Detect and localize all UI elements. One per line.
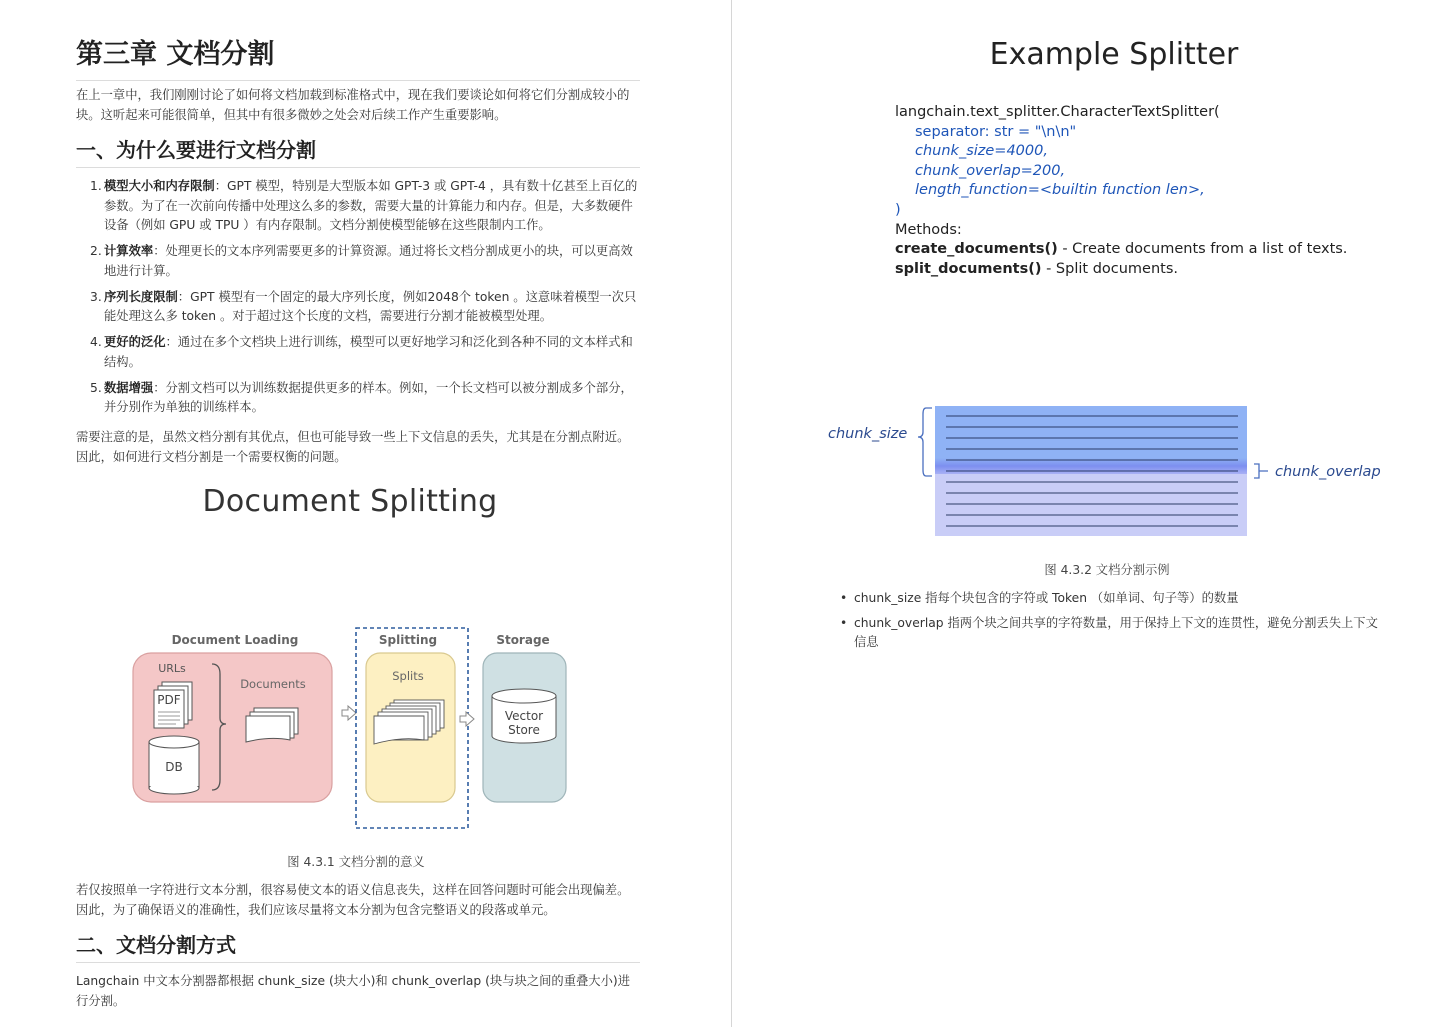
code-block [895, 103, 1415, 279]
list-item: 5. 数据增强：分割文档可以为训练数据提供更多的样本。例如，一个长文档可以被分割成多个部分，并分别作为单独的训练样本。 [90, 380, 633, 414]
arrow-icon [460, 712, 474, 726]
note-paragraph: 需要注意的是，虽然文档分割有其优点，但也可能导致一些上下文信息的丢失，尤其是在分割点附近。因此，如何进行文档分割是一个需要权衡的问题。 [76, 430, 630, 464]
example-splitter-title: Example Splitter [989, 37, 1239, 72]
loading-label: Document Loading [171, 633, 299, 647]
methods-label: Methods: [895, 221, 962, 238]
chunk-bullets [838, 589, 1388, 658]
list-item: 4. 更好的泛化：通过在多个文档块上进行训练，模型可以更好地学习和泛化到各种不同的文本样式和结构。 [90, 335, 633, 369]
db-label: DB [165, 760, 183, 774]
documents-icon [246, 708, 298, 742]
after-figure-paragraph: 若仅按照单一字符进行文本分割，很容易使文本的语义信息丧失，这样在回答问题时可能会出现偏差。因此，为了确保语义的准确性，我们应该尽量将文本分割为包含完整语义的段落或单元。 [76, 883, 630, 917]
list-item: • chunk_overlap 指两个块之间共享的字符数量，用于保持上下文的连贯性，避免分割丢失上下文信息 [838, 614, 1388, 653]
method-item: create_documents() - Create documents from a list of texts. [895, 241, 1348, 258]
code-line: chunk_size=4000, [915, 143, 1048, 160]
code-line: separator: str = "\n\n" [915, 123, 1077, 140]
figure1-title: Document Splitting [202, 484, 498, 519]
splitting-label: Splitting [378, 633, 438, 647]
urls-label: URLs [158, 662, 186, 675]
section2-paragraph: Langchain 中文本分割器都根据 chunk_size (块大小)和 chunk_overlap (块与块之间的重叠大小)进行分割。 [76, 974, 630, 1008]
code-line: length_function=<builtin function len>, [915, 182, 1205, 199]
code-line: chunk_overlap=200, [915, 162, 1066, 179]
list-item: • chunk_size 指每个块包含的字符或 Token （如单词、句子等）的数量 [838, 589, 1388, 609]
chapter-title: 第三章 文档分割 [76, 36, 640, 81]
pdf-label: PDF [157, 693, 181, 707]
documents-label: Documents [240, 677, 306, 691]
list-item: 2. 计算效率：处理更长的文本序列需要更多的计算资源。通过将长文档分割成更小的块，可以更高效地进行计算。 [90, 244, 633, 278]
chunk-diagram [822, 400, 1392, 545]
chunk-overlap-brace-icon [1254, 464, 1268, 478]
code-line: langchain.text_splitter.CharacterTextSplitter( [895, 104, 1220, 120]
list-item: 3. 序列长度限制：GPT 模型有一个固定的最大序列长度，例如2048个 token 。这意味着模型一次只能处理这么多 token 。对于超过这个长度的文档，需要进行分割才能被模型处理。 [90, 289, 637, 323]
section1-heading: 一、为什么要进行文档分割 [76, 136, 640, 168]
chunk-size-brace-icon [918, 408, 932, 476]
storage-label: Storage [496, 633, 550, 647]
splits-label: Splits [392, 669, 424, 683]
list-item: 1. 模型大小和内存限制：GPT 模型，特别是大型版本如 GPT-3 或 GPT-4 ，具有数十亿甚至上百亿的参数。为了在一次前向传播中处理这么多的参数，需要大量的计算能力和内存。但是，大多数硬件设备（例如 GPU 或 TPU ）有内存限制。文档分割使模型能够在这些限制内工作。 [90, 179, 638, 232]
code-line: ) [895, 201, 901, 218]
document-splitting-diagram [120, 620, 590, 835]
vector-label: Vector [504, 709, 544, 723]
chunk-size-label: chunk_size [828, 426, 908, 442]
section2-heading: 二、文档分割方式 [76, 931, 640, 963]
right-page [732, 0, 1440, 1027]
reasons-list [90, 177, 638, 424]
figure1-caption: 图 4.3.1 文档分割的意义 [287, 855, 425, 869]
chunk-overlap-label: chunk_overlap [1275, 464, 1381, 480]
intro-paragraph: 在上一章中，我们刚刚讨论了如何将文档加载到标准格式中，现在我们要谈论如何将它们分割成较小的块。这听起来可能很简单，但其中有很多微妙之处会对后续工作产生重要影响。 [76, 88, 630, 122]
method-item: split_documents() - Split documents. [895, 260, 1179, 277]
arrow-icon [342, 706, 356, 720]
store-label: Store [508, 723, 540, 737]
figure2-caption: 图 4.3.2 文档分割示例 [1044, 563, 1170, 577]
